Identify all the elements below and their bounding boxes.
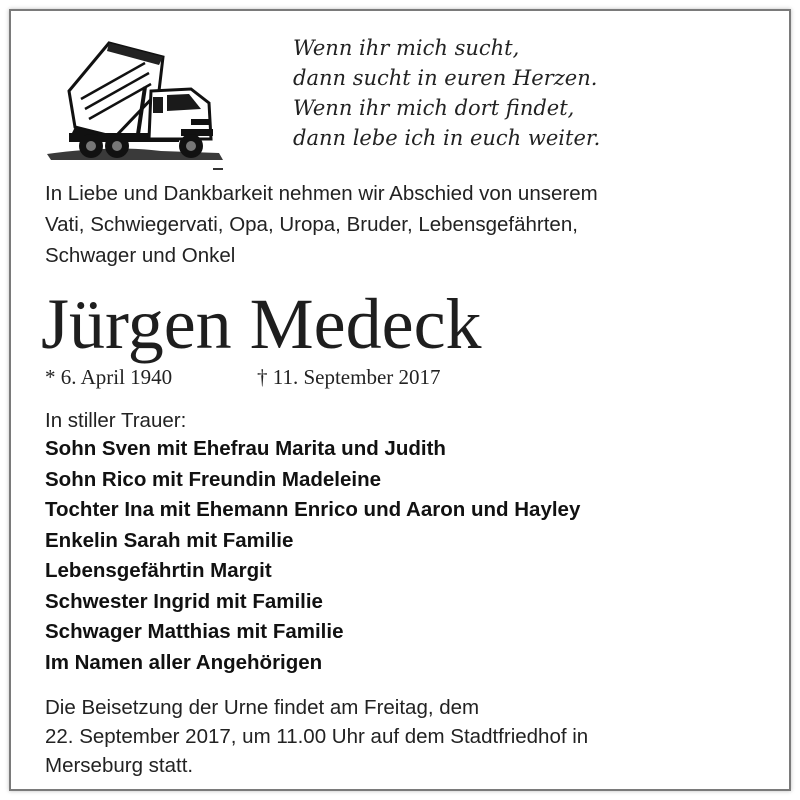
life-dates [45, 363, 745, 391]
mourner-entry: Im Namen aller Angehörigen [45, 650, 323, 674]
mourner-entry: Sohn Sven mit Ehefrau Marita und Judith [45, 437, 446, 460]
poem-line: Wenn ihr mich sucht, [293, 36, 520, 60]
dump-truck-icon [41, 29, 226, 174]
intro-line: Vati, Schwiegervati, Opa, Uropa, Bruder, Lebensgefährten, [45, 213, 578, 236]
farewell-intro [45, 178, 785, 271]
mourners-list [45, 434, 785, 678]
mourners-label: In stiller Trauer: [45, 409, 187, 432]
mourner-entry: Tochter Ina mit Ehemann Enrico und Aaron und Hayley [45, 498, 581, 521]
mourner-entry: Lebensgefährtin Margit [45, 559, 272, 582]
poem-line: dann lebe ich in euch weiter. [293, 126, 601, 150]
intro-line: Schwager und Onkel [45, 244, 236, 267]
mourner-entry: Schwester Ingrid mit Familie [45, 589, 323, 613]
intro-line: In Liebe und Dankbarkeit nehmen wir Abschied von unserem [45, 182, 598, 205]
funeral-line: Die Beisetzung der Urne findet am Freitag, dem [45, 696, 480, 719]
funeral-line: Merseburg statt. [45, 754, 194, 777]
mourner-entry: Schwager Matthias mit Familie [45, 620, 344, 643]
funeral-notice [45, 693, 785, 780]
mourner-entry: Enkelin Sarah mit Familie [45, 528, 294, 552]
death-date: † 11. September 2017 [257, 365, 441, 389]
funeral-line: 22. September 2017, um 11.00 Uhr auf dem Stadtfriedhof in [45, 725, 589, 748]
poem [293, 33, 773, 153]
poem-line: Wenn ihr mich dort findet, [293, 96, 575, 120]
obituary-notice [9, 9, 791, 791]
deceased-name: Jürgen Medeck [41, 284, 482, 364]
mourner-entry: Sohn Rico mit Freundin Madeleine [45, 467, 381, 491]
poem-line: dann sucht in euren Herzen. [293, 66, 598, 90]
birth-date: * 6. April 1940 [45, 365, 173, 389]
